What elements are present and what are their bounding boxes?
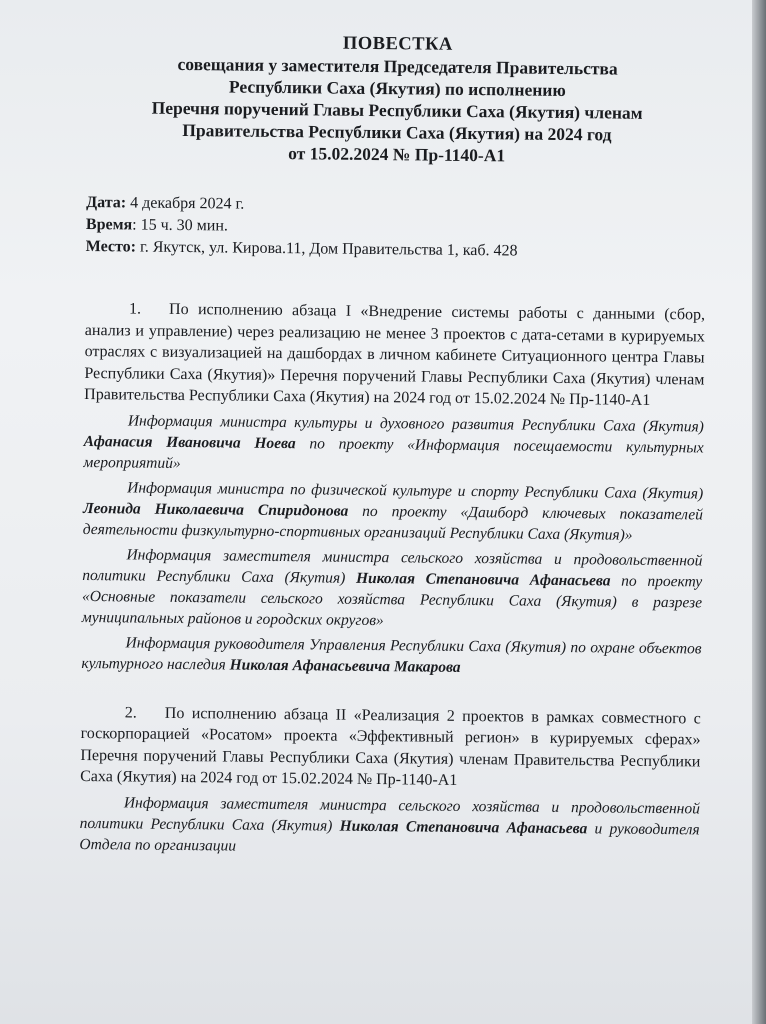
header-line-4: Правительства Республики Саха (Якутия) на 2024 год [182,119,612,145]
info-text: Информация министра по физической культуре и спорту Республики Саха (Якутия) [127,478,704,502]
info-text: Информация заместителя министра сельского хозяйства и продовольственной политики Республики Саха (Якутия) [82,545,703,587]
agenda-item-2 [80,701,701,793]
header-line-3: Перечня поручений Главы Республики Саха (Якутия) членам [151,97,643,123]
monitor-bezel [752,0,766,1024]
info-text: Информация руководителя Управления Республики Саха (Якутия) по охране объектов культурного наследия [81,633,702,674]
info-paragraph [83,409,704,478]
time-value: : 15 ч. 30 мин. [132,216,229,235]
document-title: ПОВЕСТКА [342,33,453,55]
header-line-2: Республики Саха (Якутия) по исполнению [228,76,566,101]
speaker-name: Леонида Николаевича Спиридонова [82,499,349,520]
info-text: и руководителя Отдела по организации [79,819,700,855]
header-line-1: совещания у заместителя Председателя Правительства [177,53,618,79]
item-number: 1. [128,300,142,318]
meeting-details [86,192,707,264]
info-text: по проекту «Дашборд ключевых показателей деятельности физкультурно-спортивных организаций Республики Саха (Якутия)» [82,502,704,544]
time-label: Время [85,215,133,234]
speaker-name: Николая Степановича Афанасьева [355,569,611,590]
speaker-name: Афанасия Ивановича Ноева [83,432,296,452]
info-paragraph [79,791,700,860]
info-paragraph [83,476,704,545]
info-text: Информация министра культуры и духовного развития Республики Саха (Якутия) [127,411,704,435]
date-value: 4 декабря 2024 г. [126,194,245,213]
document-header [87,30,708,168]
info-text: по проекту «Основные показатели сельского хозяйства Республики Саха (Якутия) в разрезе муниципальных районов и городских округов» [81,572,703,629]
item-text: По исполнению абзаца II «Реализация 2 проектов в рамках совместного с госкорпорацией «Росатом» проекта «Эффективный регион» в курируемых сферах» Перечня поручений Главы Республики Саха (Якутия) членам Правительства Республики Саха (Якутия) на 2024 год от 15.02.2024 № Пр-1140-А1 [80,704,701,789]
speaker-name: Николая Степановича Афанасьева [339,817,588,837]
header-line-5: от 15.02.2024 № Пр-1140-А1 [288,143,506,166]
info-paragraph [82,543,703,633]
item-text: По исполнению абзаца I «Внедрение системы работы с данными (сбор, анализ и управление) через реализацию не менее 3 проектов с дата-сетами в курируемых отраслях с визуализацией на дашбордах в личном кабинете Ситуационного центра Главы Республики Саха (Якутия)» Перечня поручений Главы Республики Саха (Якутия) членам Правительства Республики Саха (Якутия) на 2024 год от 15.02.2024 № Пр-1140-А1 [84,300,706,409]
speaker-name: Николая Афанасьевича Макарова [229,656,461,676]
info-text: по проекту «Информация посещаемости культурных мероприятий» [83,434,704,472]
date-label: Дата: [86,193,127,212]
item-number: 2. [124,703,137,722]
info-text: Информация заместителя министра сельского хозяйства и продовольственной политики Республики Саха (Якутия) [79,793,700,835]
document-page [79,30,708,861]
place-label: Место: [85,237,137,256]
place-value: г. Якутск, ул. Кирова.11, Дом Правительства 1, каб. 428 [135,238,518,260]
agenda-item-1 [84,298,705,412]
info-paragraph [81,631,701,679]
